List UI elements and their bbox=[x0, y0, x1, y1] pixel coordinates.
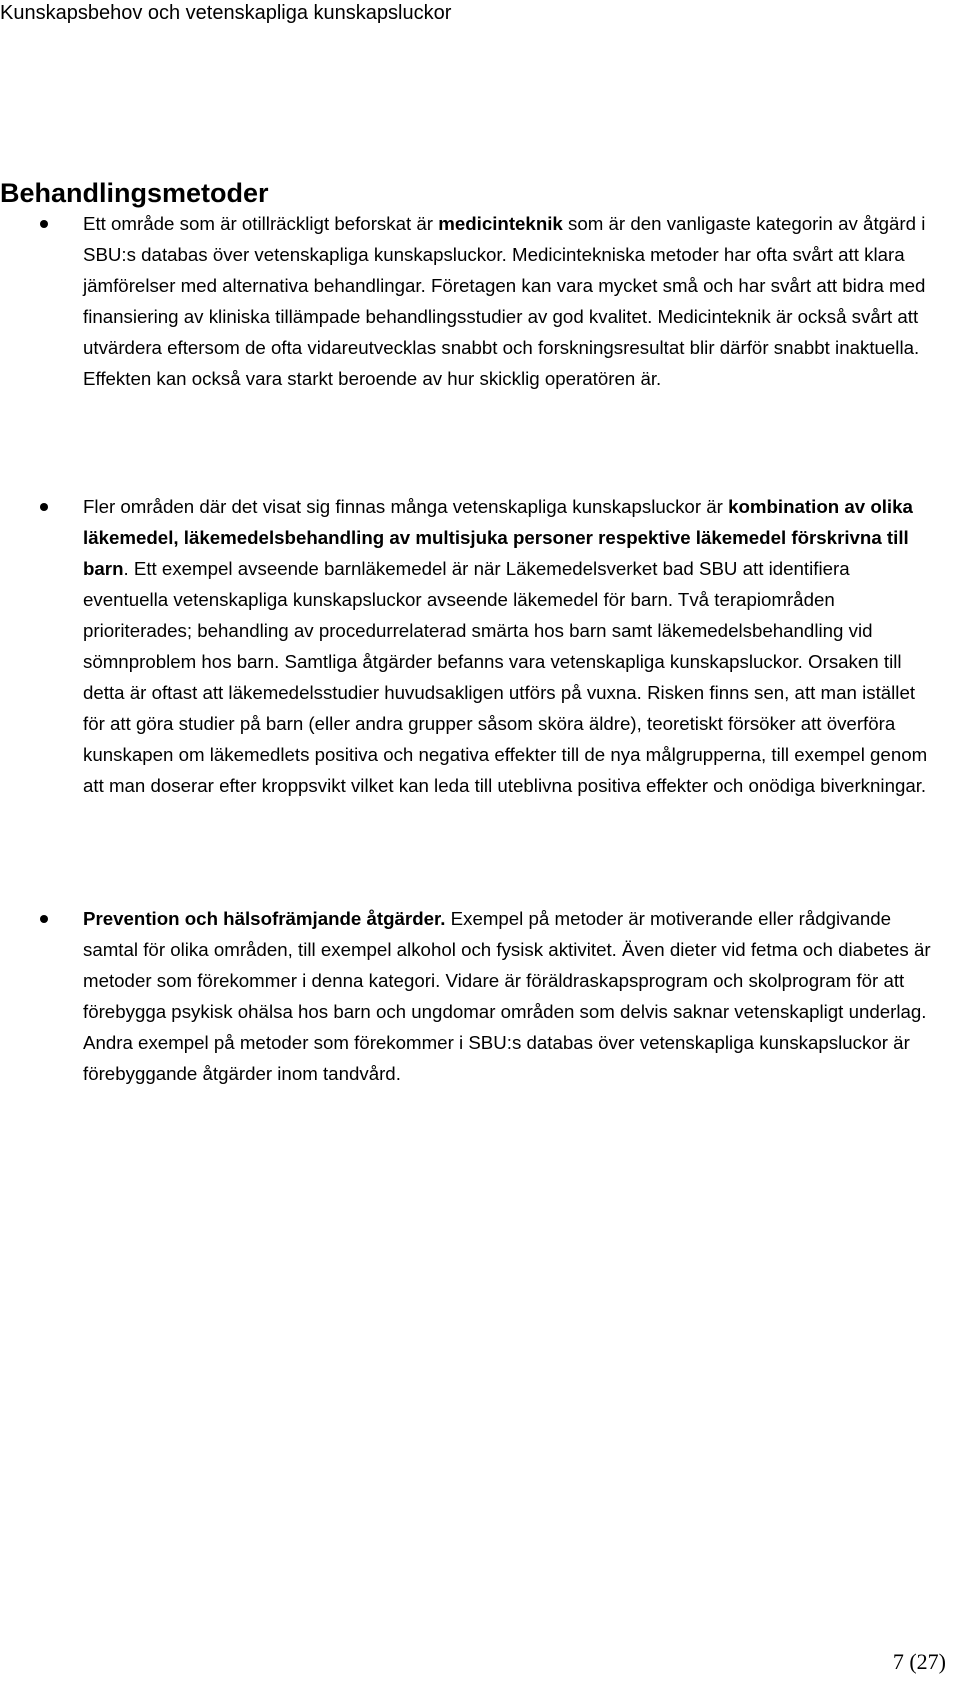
bullet-text-bold: Prevention och hälsofrämjande åtgärder. bbox=[83, 908, 446, 929]
bullet-text bbox=[83, 496, 927, 796]
bullet-text-part: Ett område som är otillräckligt beforskat är bbox=[83, 213, 439, 234]
bullet-text-part: Exempel på metoder är motiverande eller rådgivande samtal för olika områden, till exempel alkohol och fysisk aktivitet. Även dieter vid fetma och diabetes är metoder som förekommer i denna kategori. Vidare är föräldraskapsprogram och skolprogram för att förebygga psykisk ohälsa hos barn och ungdomar områden som delvis saknar vetenskapligt underlag. Andra exempel på metoder som förekommer i SBU:s databas över vetenskapliga kunskapsluckor är förebyggande åtgärder inom tandvård. bbox=[83, 908, 931, 1084]
running-header: Kunskapsbehov och vetenskapliga kunskapsluckor bbox=[0, 2, 452, 24]
bullet-icon bbox=[40, 503, 48, 511]
bullet-text bbox=[83, 213, 925, 389]
bullet-text-part: . Ett exempel avseende barnläkemedel är när Läkemedelsverket bad SBU att identifiera eventuella vetenskapliga kunskapsluckor avseende läkemedel för barn. Två terapiområden prioriterades; behandling av procedurrelaterad smärta hos barn samt läkemedelsbehandling vid sömnproblem hos barn. Samtliga åtgärder befanns vara vetenskapliga kunskapsluckor. Orsaken till detta är oftast att läkemedelsstudier huvudsakligen utförs på vuxna. Risken finns sen, att man istället för att göra studier på barn (eller andra grupper såsom sköra äldre), teoretiskt försöker att överföra kunskapen om läkemedlets positiva och negativa effekter till de nya målgrupperna, till exempel genom att man doserar efter kroppsvikt vilket kan leda till uteblivna positiva effekter och onödiga biverkningar. bbox=[83, 558, 928, 796]
section-heading: Behandlingsmetoder bbox=[0, 178, 269, 208]
bullet-item-lakemedel bbox=[0, 491, 960, 801]
page-number: 7 (27) bbox=[892, 1649, 946, 1674]
bullet-icon bbox=[40, 915, 48, 923]
bullet-text-part: Fler områden där det visat sig finnas många vetenskapliga kunskapsluckor är bbox=[83, 496, 729, 517]
bullet-text-part: som är den vanligaste kategorin av åtgärd i SBU:s databas över vetenskapliga kunskapsluckor. Medicintekniska metoder har ofta svårt att klara jämförelser med alternativa behandlingar. Företagen kan vara mycket små och har svårt att bidra med finansiering av kliniska tillämpade behandlingsstudier av god kvalitet. Medicinteknik är också svårt att utvärdera eftersom de ofta vidareutvecklas snabbt och forskningsresultat blir därför snabbt inaktuella. Effekten kan också vara starkt beroende av hur skicklig operatören är. bbox=[83, 213, 926, 389]
bullet-list bbox=[0, 491, 960, 801]
bullet-text-bold: kombination av olika läkemedel, läkemedelsbehandling av multisjuka personer respektive läkemedel förskrivna till barn bbox=[83, 496, 913, 579]
bullet-text bbox=[83, 908, 931, 1084]
bullet-icon bbox=[40, 220, 48, 228]
bullet-text-bold: medicinteknik bbox=[438, 213, 563, 234]
bullet-item-medicinteknik bbox=[0, 208, 960, 394]
bullet-list bbox=[0, 903, 960, 1089]
bullet-item-prevention bbox=[0, 903, 960, 1089]
bullet-list bbox=[0, 208, 960, 394]
